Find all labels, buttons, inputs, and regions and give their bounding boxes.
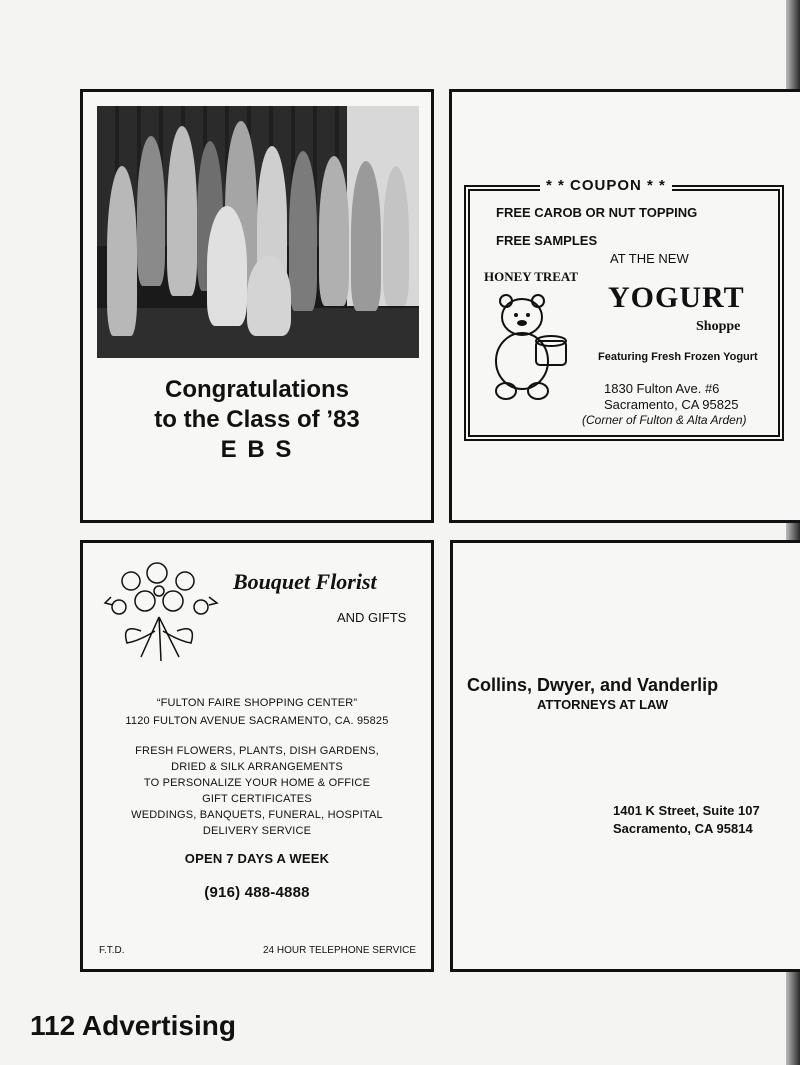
congrats-line-1: Congratulations xyxy=(165,376,349,403)
florist-service: DELIVERY SERVICE xyxy=(202,825,312,837)
florist-phone: (916) 488-4888 xyxy=(204,884,310,901)
telephone-service: 24 HOUR TELEPHONE SERVICE xyxy=(263,945,417,956)
yogurt-address-2: Sacramento, CA 95825 xyxy=(604,397,739,412)
honey-treat-yogurt-ad xyxy=(449,89,800,523)
coupon-title: * * COUPON * * xyxy=(540,177,672,194)
shopping-center: “FULTON FAIRE SHOPPING CENTER” xyxy=(156,697,358,709)
florist-brand: Bouquet Florist xyxy=(233,569,377,594)
florist-service: WEDDINGS, BANQUETS, FUNERAL, HOSPITAL xyxy=(131,809,383,821)
featuring-line: Featuring Fresh Frozen Yogurt xyxy=(598,351,758,363)
open-hours: OPEN 7 DAYS A WEEK xyxy=(184,851,330,866)
florist-service: FRESH FLOWERS, PLANTS, DISH GARDENS, xyxy=(135,745,379,757)
law-firm-name: Collins, Dwyer, and Vanderlip xyxy=(467,675,719,695)
bear-mascot-icon xyxy=(484,291,574,403)
honey-treat: HONEY TREAT xyxy=(484,269,579,284)
law-city: Sacramento, CA 95814 xyxy=(613,821,753,836)
page-footer: 112 Advertising xyxy=(30,1010,236,1041)
ebs-label: E B S xyxy=(220,436,294,463)
free-topping: FREE CAROB OR NUT TOPPING xyxy=(496,205,698,220)
ebs-class-ad xyxy=(80,89,434,523)
free-samples: FREE SAMPLES xyxy=(496,233,598,248)
florist-address: 1120 FULTON AVENUE SACRAMENTO, CA. 95825 xyxy=(125,715,389,727)
florist-service: DRIED & SILK ARRANGEMENTS xyxy=(171,761,343,773)
law-street: 1401 K Street, Suite 107 xyxy=(613,803,760,818)
bouquet-florist-ad xyxy=(80,540,434,972)
attorneys-at-law: ATTORNEYS AT LAW xyxy=(537,697,668,712)
ftd-label: F.T.D. xyxy=(99,945,125,956)
flower-bouquet-icon xyxy=(101,557,223,669)
yogurt-title: YOGURT xyxy=(608,281,745,314)
florist-service: GIFT CERTIFICATES xyxy=(202,793,312,805)
florist-service: TO PERSONALIZE YOUR HOME & OFFICE xyxy=(143,777,371,789)
and-gifts: AND GIFTS xyxy=(337,610,407,625)
at-the-new: AT THE NEW xyxy=(610,251,689,266)
coupon-border xyxy=(464,177,784,441)
yogurt-address-1: 1830 Fulton Ave. #6 xyxy=(604,381,720,396)
law-firm-ad xyxy=(450,540,800,972)
yogurt-address-3: (Corner of Fulton & Alta Arden) xyxy=(582,413,747,427)
congrats-line-2: to the Class of ’83 xyxy=(154,406,360,433)
class-group-photo xyxy=(97,106,419,358)
shoppe-title: Shoppe xyxy=(696,319,741,334)
